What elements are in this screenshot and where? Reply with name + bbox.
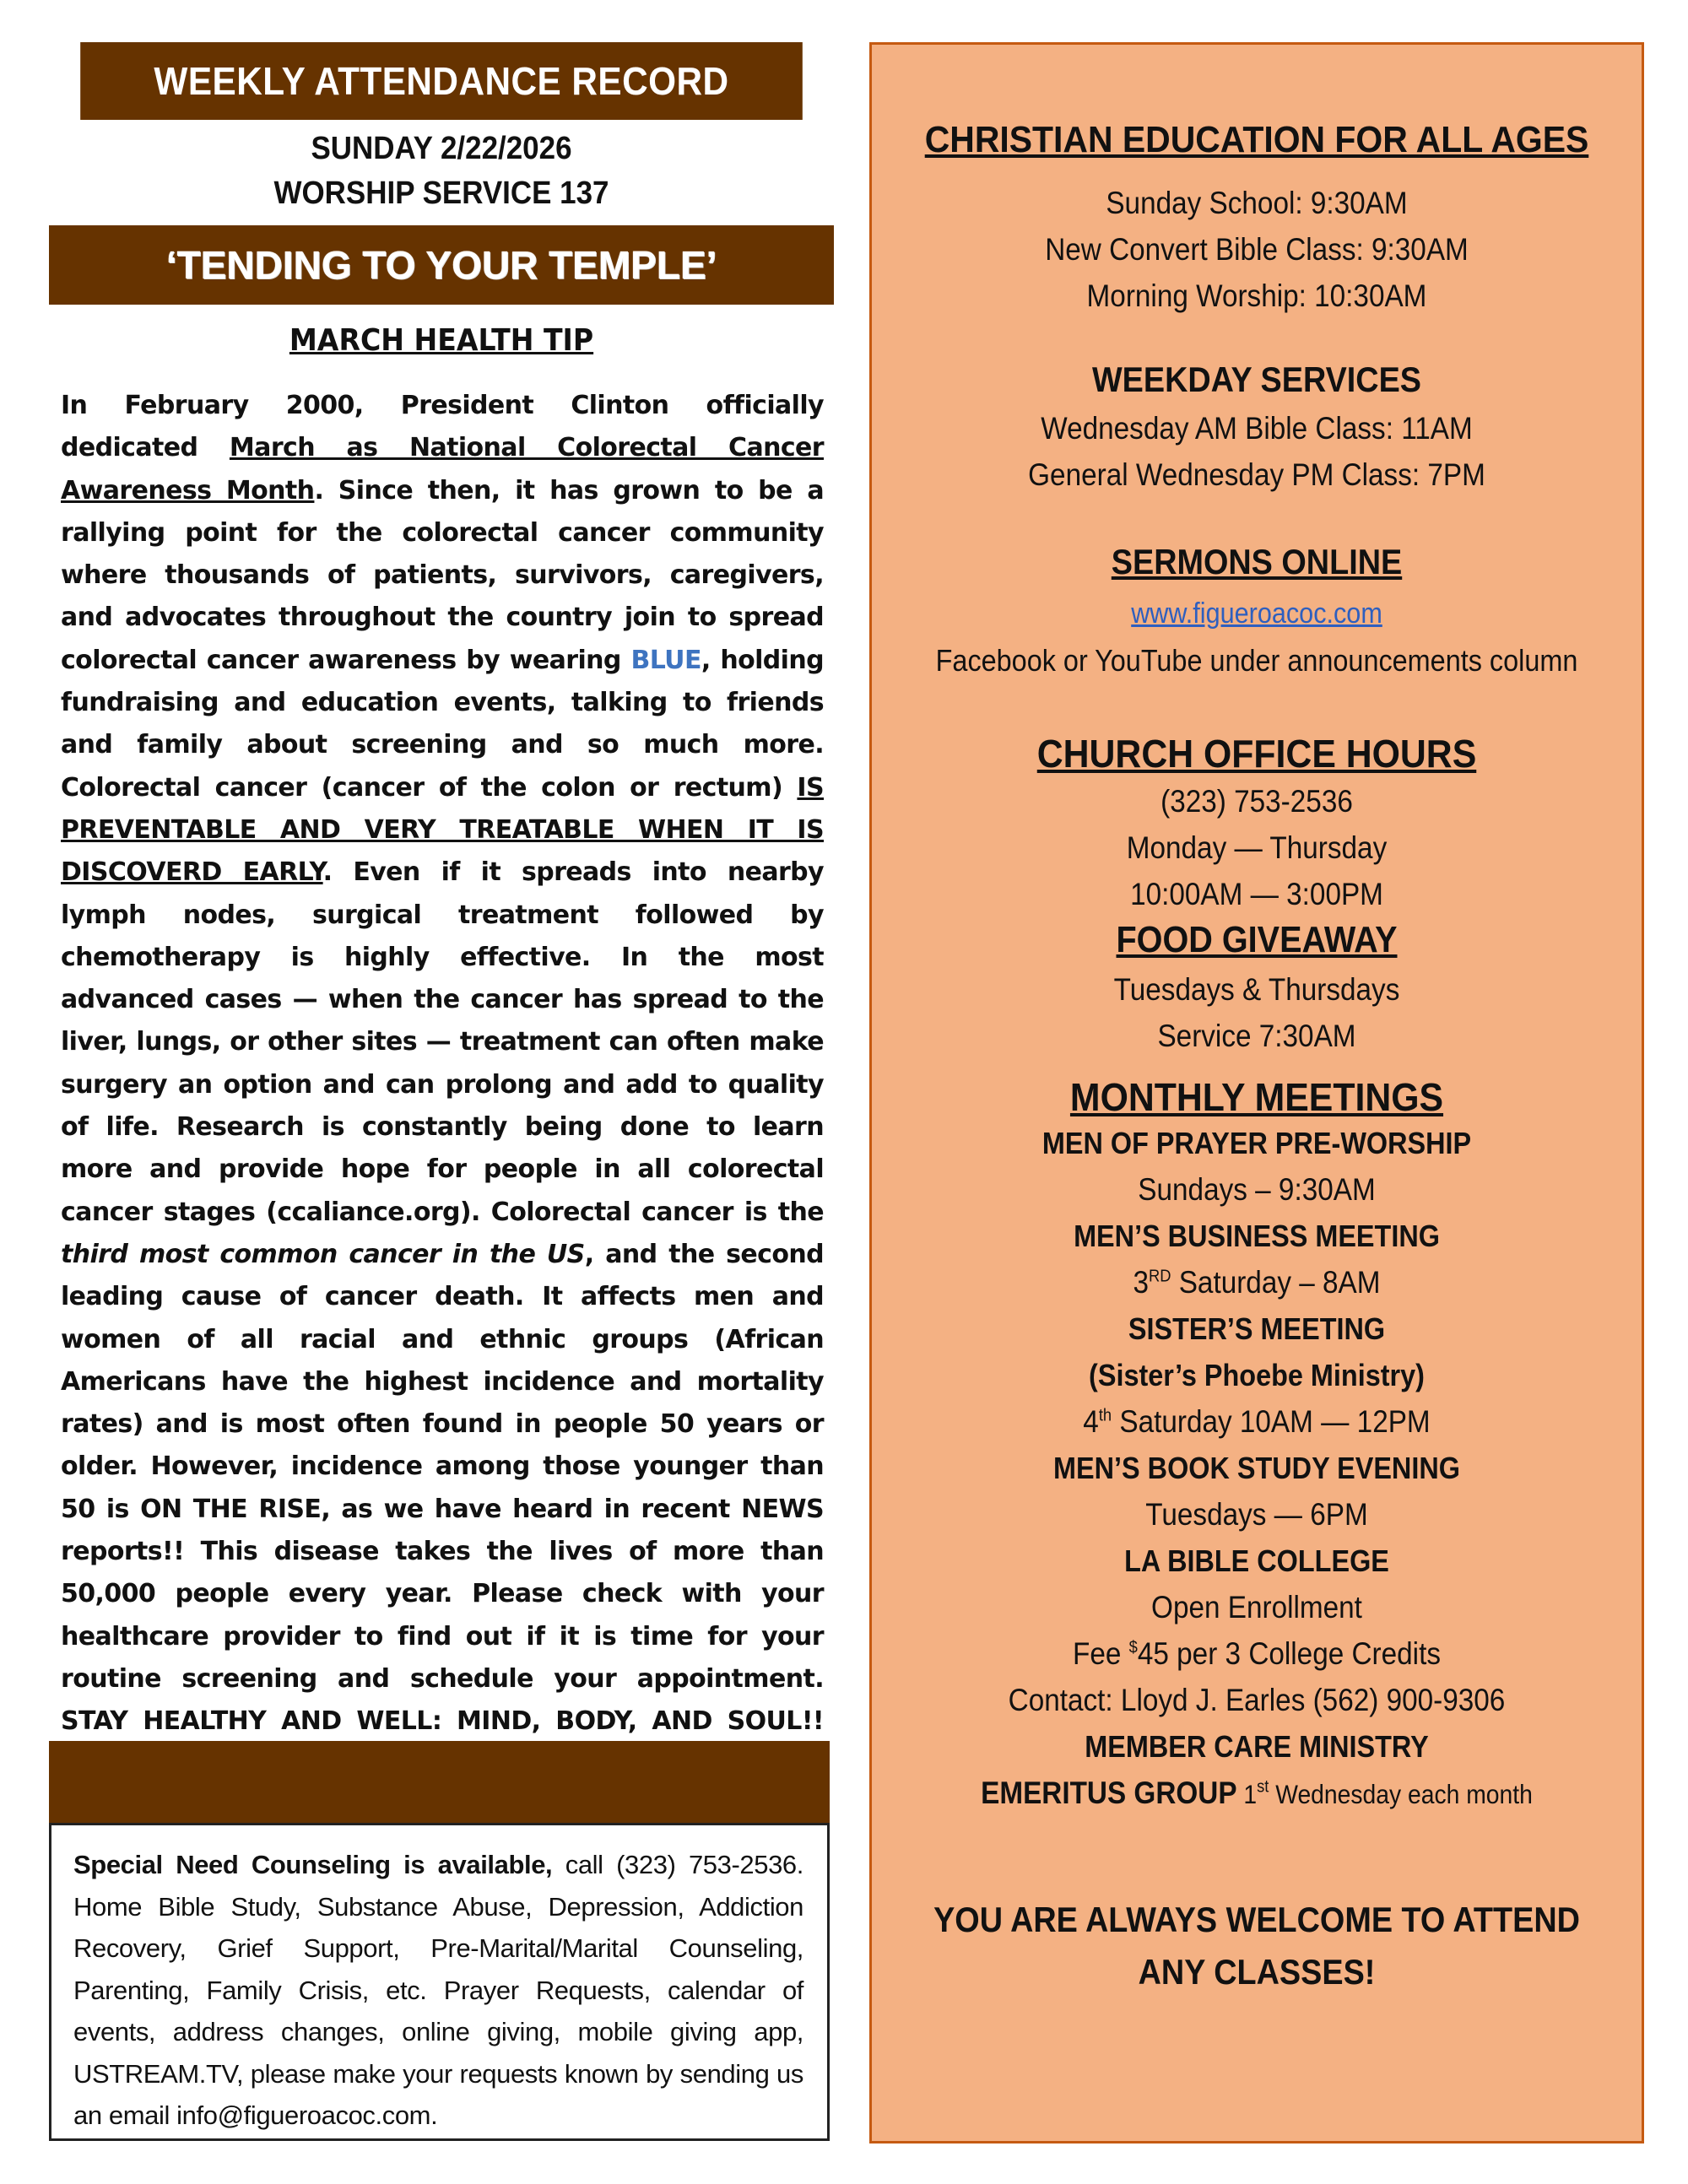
education-lines [872, 180, 1642, 319]
sermons-title: SERMONS ONLINE [1111, 542, 1403, 581]
education-line: New Convert Bible Class: 9:30AM [1045, 232, 1469, 267]
article-blue-word: BLUE [630, 645, 701, 675]
book-study-time: Tuesdays — 6PM [1145, 1497, 1368, 1532]
ordinal-number: 4 [1083, 1404, 1099, 1439]
ordinal-suffix: RD [1149, 1267, 1171, 1286]
right-column [869, 42, 1644, 2143]
theme-title: ‘TENDING TO YOUR TEMPLE’ [165, 243, 717, 287]
counseling-lead: Special Need Counseling is available, [73, 1850, 553, 1879]
sunday-date: SUNDAY 2/22/2026 [311, 131, 572, 166]
education-line: Morning Worship: 10:30AM [1086, 278, 1427, 313]
food-days: Tuesdays & Thursdays [1113, 972, 1400, 1007]
men-of-prayer-time: Sundays – 9:30AM [1138, 1172, 1376, 1207]
welcome-line-2: ANY CLASSES! [1138, 1952, 1376, 1992]
article-italic: third most common cancer in the US [61, 1239, 585, 1269]
member-care-title: MEMBER CARE MINISTRY [1085, 1729, 1429, 1764]
health-tip-article [61, 385, 824, 1786]
meeting-time-text: Saturday 10AM — 12PM [1112, 1404, 1431, 1439]
theme-header-bar [49, 225, 834, 305]
worship-service-number: WORSHIP SERVICE 137 [273, 176, 609, 211]
ordinal-suffix: th [1098, 1406, 1112, 1425]
office-phone: (323) 753-2536 [1160, 784, 1353, 819]
meeting-time-text: Saturday – 8AM [1171, 1265, 1381, 1300]
dollar-sign: $ [1128, 1638, 1138, 1657]
emeritus-group [911, 1770, 1604, 1818]
article-text: . Since then, it has grown to be a rallying point for the colorectal cancer community where thousands of patients, survivors, caregivers, and advocates throughout the country join to spread colorectal cancer awareness by wearing [61, 475, 825, 675]
weekday-line: General Wednesday PM Class: 7PM [1028, 457, 1485, 492]
ordinal-number: 1 [1236, 1780, 1258, 1809]
article-text: In February 2000, President Clinton officially dedicated [61, 391, 824, 463]
health-tip-title: MARCH HEALTH TIP [289, 323, 594, 358]
education-line: Sunday School: 9:30AM [1106, 186, 1408, 220]
article-text: , and the second leading cause of cancer death. It affects men and women of all racial and ethnic groups (African Americans have the highest incidence and mortality rates) and is most often found in people 50 years or older. However, incidence among those younger than 50 is ON THE RISE, as we have heard in recent NEWS reports!! This disease takes the lives of more than 50,000 people every year. Please check with your healthcare provider to find out if it is time for your routine screening and schedule your appointment. STAY HEALTHY AND WELL: MIND, BODY, AND SOUL!! [61, 1239, 824, 1737]
counseling-header-bar [49, 1741, 830, 1825]
sisters-meeting-title: SISTER’S MEETING [1128, 1311, 1386, 1346]
counseling-box [49, 1823, 830, 2141]
office-time: 10:00AM — 3:00PM [1130, 877, 1383, 911]
counseling-text: call (323) 753-2536. Home Bible Study, Substance Abuse, Depression, Addiction Recovery, Grief Support, Pre-Marital/Marital Counseling, Parenting, Family Crisis, etc. Prayer Requests, calendar of events, address changes, online giving, mobile giving app, USTREAM.TV, please make your requests known by sending us an email info@figueroacoc.com. [73, 1850, 803, 2130]
men-of-prayer-title: MEN OF PRAYER PRE-WORSHIP [1041, 1126, 1472, 1160]
service-info [80, 127, 803, 216]
education-title: CHRISTIAN EDUCATION FOR ALL AGES [924, 119, 1589, 160]
book-study-title: MEN’S BOOK STUDY EVENING [1053, 1451, 1460, 1485]
office-hours-title: CHURCH OFFICE HOURS [1036, 732, 1477, 776]
food-time: Service 7:30AM [1157, 1019, 1356, 1053]
article-text: , holding fundraising and education events, talking to friends and family about screening and so much more. Colorectal cancer (cancer of the colon or rectum) [61, 645, 824, 803]
fee-label: Fee [1073, 1636, 1129, 1671]
la-bible-college-fee [911, 1630, 1604, 1677]
welcome-line-1: YOU ARE ALWAYS WELCOME TO ATTEND [933, 1900, 1580, 1939]
monthly-meetings-title: MONTHLY MEETINGS [1069, 1075, 1444, 1119]
fee-amount: 45 per 3 College Credits [1137, 1636, 1441, 1671]
article-underline: March as National Colorectal Cancer Awareness Month [61, 433, 824, 505]
weekday-line: Wednesday AM Bible Class: 11AM [1041, 411, 1473, 446]
sisters-meeting-time [911, 1398, 1604, 1445]
sermons-link[interactable]: www.figueroacoc.com [1131, 597, 1382, 630]
ordinal-number: 3 [1133, 1265, 1150, 1300]
la-bible-college-enrollment: Open Enrollment [1151, 1590, 1362, 1624]
sisters-meeting-sub: (Sister’s Phoebe Ministry) [1089, 1358, 1425, 1392]
article-text: . Even if it spreads into nearby lymph nodes, surgical treatment followed by chemotherapy is highly effective. In the most advanced cases — when the cancer has spread to the liver, lungs, or other sites — treatment can often make surgery an option and can prolong and add to quality of life. Research is constantly being done to learn more and provide hope for people in all colorectal cancer stages (ccaliance.org). Colorectal cancer is the [61, 857, 824, 1227]
meeting-time-text: Wednesday each month [1269, 1780, 1533, 1809]
la-bible-college-contact: Contact: Lloyd J. Earles (562) 900-9306 [1008, 1683, 1506, 1717]
office-days: Monday — Thursday [1126, 830, 1388, 865]
emeritus-title: EMERITUS GROUP [981, 1776, 1237, 1810]
attendance-title: WEEKLY ATTENDANCE RECORD [154, 59, 729, 103]
ordinal-suffix: st [1257, 1777, 1269, 1797]
attendance-header-bar [80, 42, 803, 120]
sermons-note: Facebook or YouTube under announcements column [935, 643, 1578, 678]
mens-business-time [911, 1259, 1604, 1306]
food-giveaway-title: FOOD GIVEAWAY [1116, 919, 1398, 960]
mens-business-title: MEN’S BUSINESS MEETING [1074, 1219, 1440, 1253]
weekday-title: WEEKDAY SERVICES [1091, 359, 1422, 399]
left-column [49, 42, 834, 1786]
la-bible-college-title: LA BIBLE COLLEGE [1124, 1543, 1389, 1578]
article-underline: IS PREVENTABLE AND VERY TREATABLE WHEN IT IS DISCOVERD EARLY [61, 772, 824, 888]
